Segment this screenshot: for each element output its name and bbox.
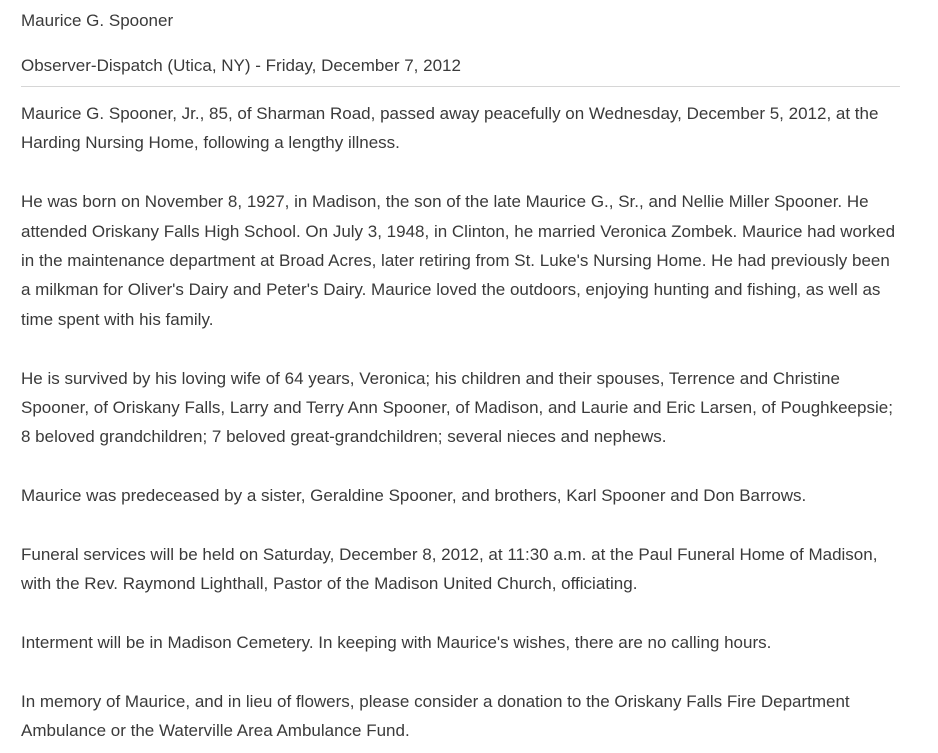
obituary-paragraph: He was born on November 8, 1927, in Madison, the son of the late Maurice G., Sr., and Nellie Miller Spooner. He attended Oriskany Falls High School. On July 3, 1948, in Clinton, he married Veronica Zombek. Maurice had worked in the maintenance department at Broad Acres, later retiring from St. Luke's Nursing Home. He had previously been a milkman for Oliver's Dairy and Peter's Dairy. Maurice loved the outdoors, enjoying hunting and fishing, as well as time spent with his family. [21, 192, 896, 329]
obituary-source: Observer-Dispatch (Utica, NY) - Friday, December 7, 2012 [21, 56, 461, 75]
obituary-name: Maurice G. Spooner [21, 11, 174, 30]
obituary-paragraph: Maurice G. Spooner, Jr., 85, of Sharman Road, passed away peacefully on Wednesday, December 5, 2012, at the Harding Nursing Home, following a lengthy illness. [21, 104, 879, 153]
obituary-body [21, 99, 900, 746]
divider [21, 86, 900, 87]
obituary-paragraph: Funeral services will be held on Saturday, December 8, 2012, at 11:30 a.m. at the Paul Funeral Home of Madison, with the Rev. Raymond Lighthall, Pastor of the Madison United Church, officiating. [21, 545, 878, 594]
obituary-paragraph: He is survived by his loving wife of 64 years, Veronica; his children and their spouses, Terrence and Christine Spooner, of Oriskany Falls, Larry and Terry Ann Spooner, of Madison, and Laurie and Eric Larsen, of Poughkeepsie; 8 beloved grandchildren; 7 beloved great-grandchildren; several nieces and nephews. [21, 368, 893, 447]
obituary-paragraph: Maurice was predeceased by a sister, Geraldine Spooner, and brothers, Karl Spooner and Don Barrows. [21, 486, 807, 506]
obituary-paragraph: Interment will be in Madison Cemetery. In keeping with Maurice's wishes, there are no calling hours. [21, 633, 772, 653]
obituary-paragraph: In memory of Maurice, and in lieu of flowers, please consider a donation to the Oriskany Falls Fire Department Ambulance or the Waterville Area Ambulance Fund. [21, 692, 850, 741]
